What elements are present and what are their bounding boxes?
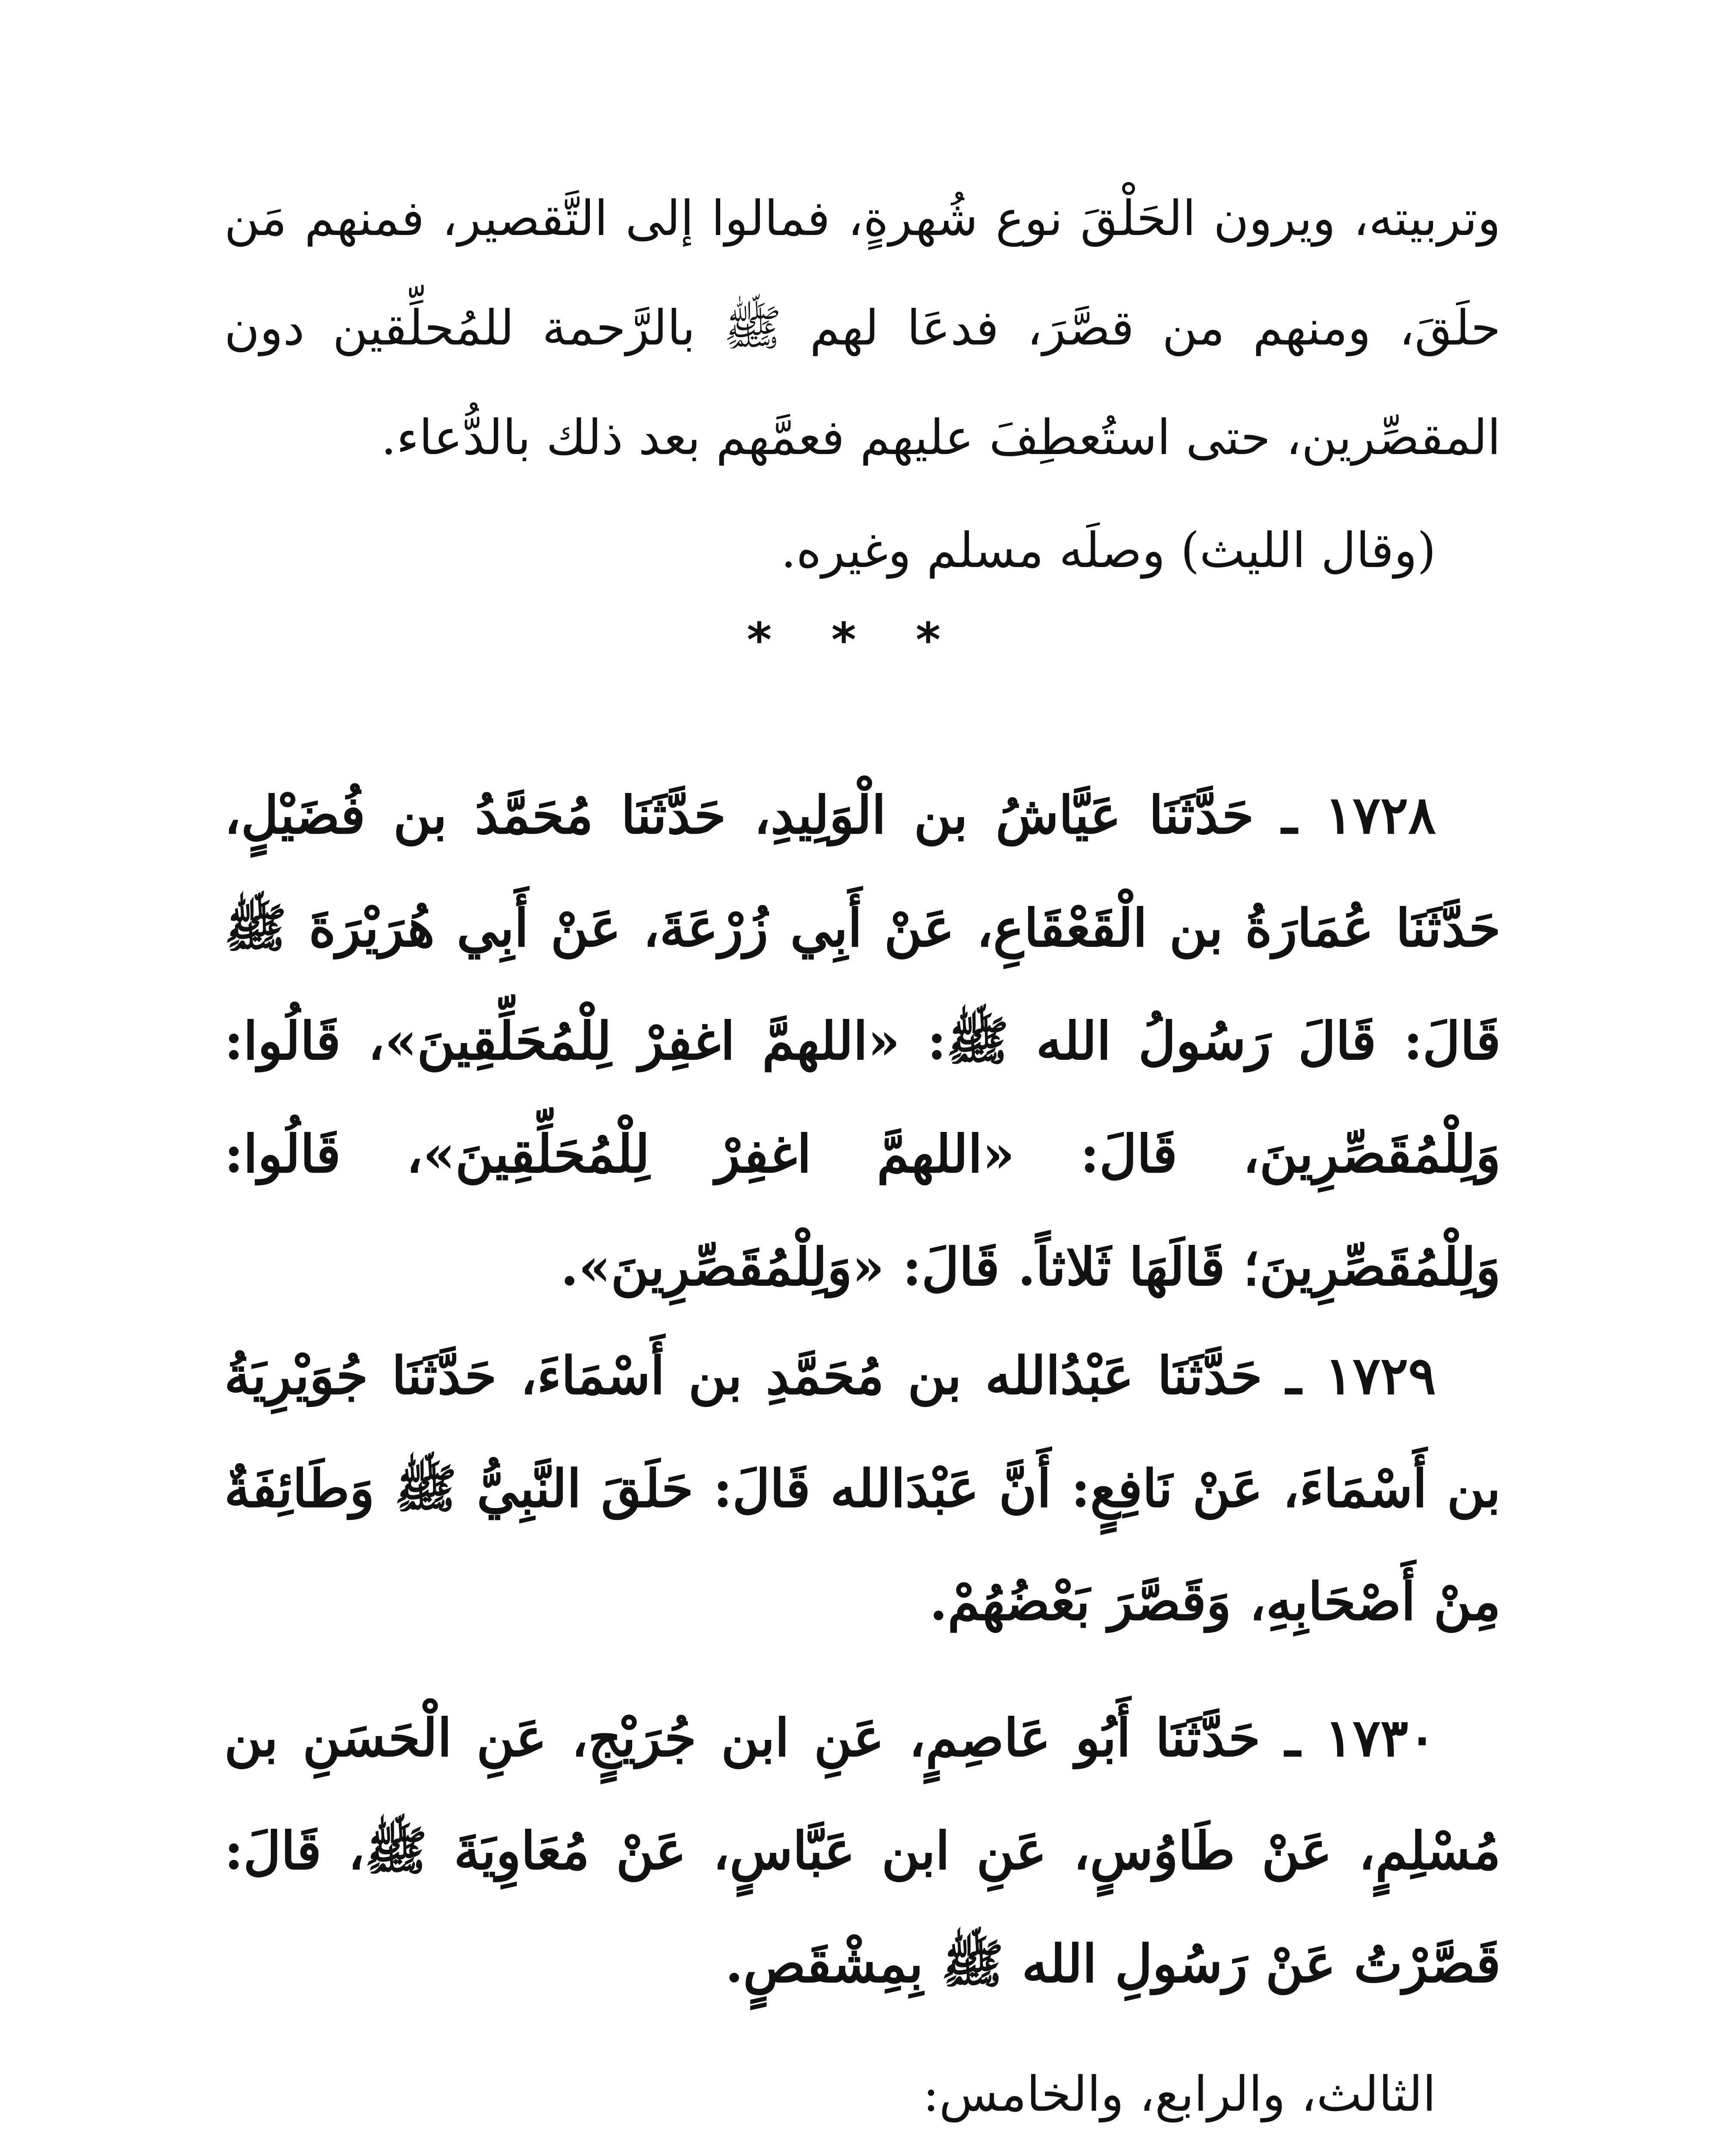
hadith-1729 — [224, 1319, 1501, 1658]
commentary-heading — [224, 2040, 1501, 2149]
commentary-layth-paragraph — [224, 496, 1501, 605]
commentary-heading-text: الثالث، والرابع، والخامس: — [922, 2066, 1436, 2122]
hadith-1729-text: ١٧٢٩ ـ حَدَّثَنَا عَبْدُالله بن مُحَمَّدِ بن أَسْمَاءَ، حَدَّثَنَا جُوَيْرِيَةُ بن أَسْمَاءَ، عَنْ نَافِعٍ: أَنَّ عَبْدَالله قَالَ: حَلَقَ النَّبِيُّ ﷺ وَطَائِفَةٌ مِنْ أَصْحَابِهِ، وَقَصَّرَ بَعْضُهُمْ. — [224, 1345, 1501, 1632]
commentary-intro-paragraph: وتربيته، ويرون الحَلْقَ نوع شُهرةٍ، فمالوا إلى التَّقصير، فمنهم مَن حلَقَ، ومنهم من قصَّرَ، فدعَا لهم ﷺ بالرَّحمة للمُحلِّقين دون المقصِّرين، حتى استُعطِفَ عليهم فعمَّهم بعد ذلك بالدُّعاء. — [224, 191, 1501, 466]
hadith-1730-text: ١٧٣٠ ـ حَدَّثَنَا أَبُو عَاصِمٍ، عَنِ ابن جُرَيْجٍ، عَنِ الْحَسَنِ بن مُسْلِمٍ، عَنْ طَاوُسٍ، عَنِ ابن عَبَّاسٍ، عَنْ مُعَاوِيَةَ ﷺ، قَالَ: قَصَّرْتُ عَنْ رَسُولِ الله ﷺ بِمِشْقَصٍ. — [224, 1708, 1501, 1994]
commentary-mishqas-note — [224, 2147, 1501, 2156]
hadith-1728-text: ١٧٢٨ ـ حَدَّثَنَا عَيَّاشُ بن الْوَلِيدِ، حَدَّثَنَا مُحَمَّدُ بن فُضَيْلٍ، حَدَّثَنَا عُمَارَةُ بن الْقَعْقَاعِ، عَنْ أَبِي زُرْعَةَ، عَنْ أَبِي هُرَيْرَةَ ﷺ قَالَ: قَالَ رَسُولُ الله ﷺ: «اللهمَّ اغفِرْ لِلْمُحَلِّقِينَ»، قَالُوا: وَلِلْمُقَصِّرِينَ، قَالَ: «اللهمَّ اغفِرْ لِلْمُحَلِّقِينَ»، قَالُوا: وَلِلْمُقَصِّرِينَ؛ قَالَهَا ثَلاثاً. قَالَ: «وَلِلْمُقَصِّرِينَ». — [224, 785, 1501, 1297]
section-separator: * * * — [746, 612, 963, 667]
hadith-1728 — [224, 759, 1501, 1324]
commentary-layth-text: (وقال الليث) وصلَه مسلم وغيره. — [781, 523, 1436, 579]
hadith-1730 — [224, 1682, 1501, 2021]
